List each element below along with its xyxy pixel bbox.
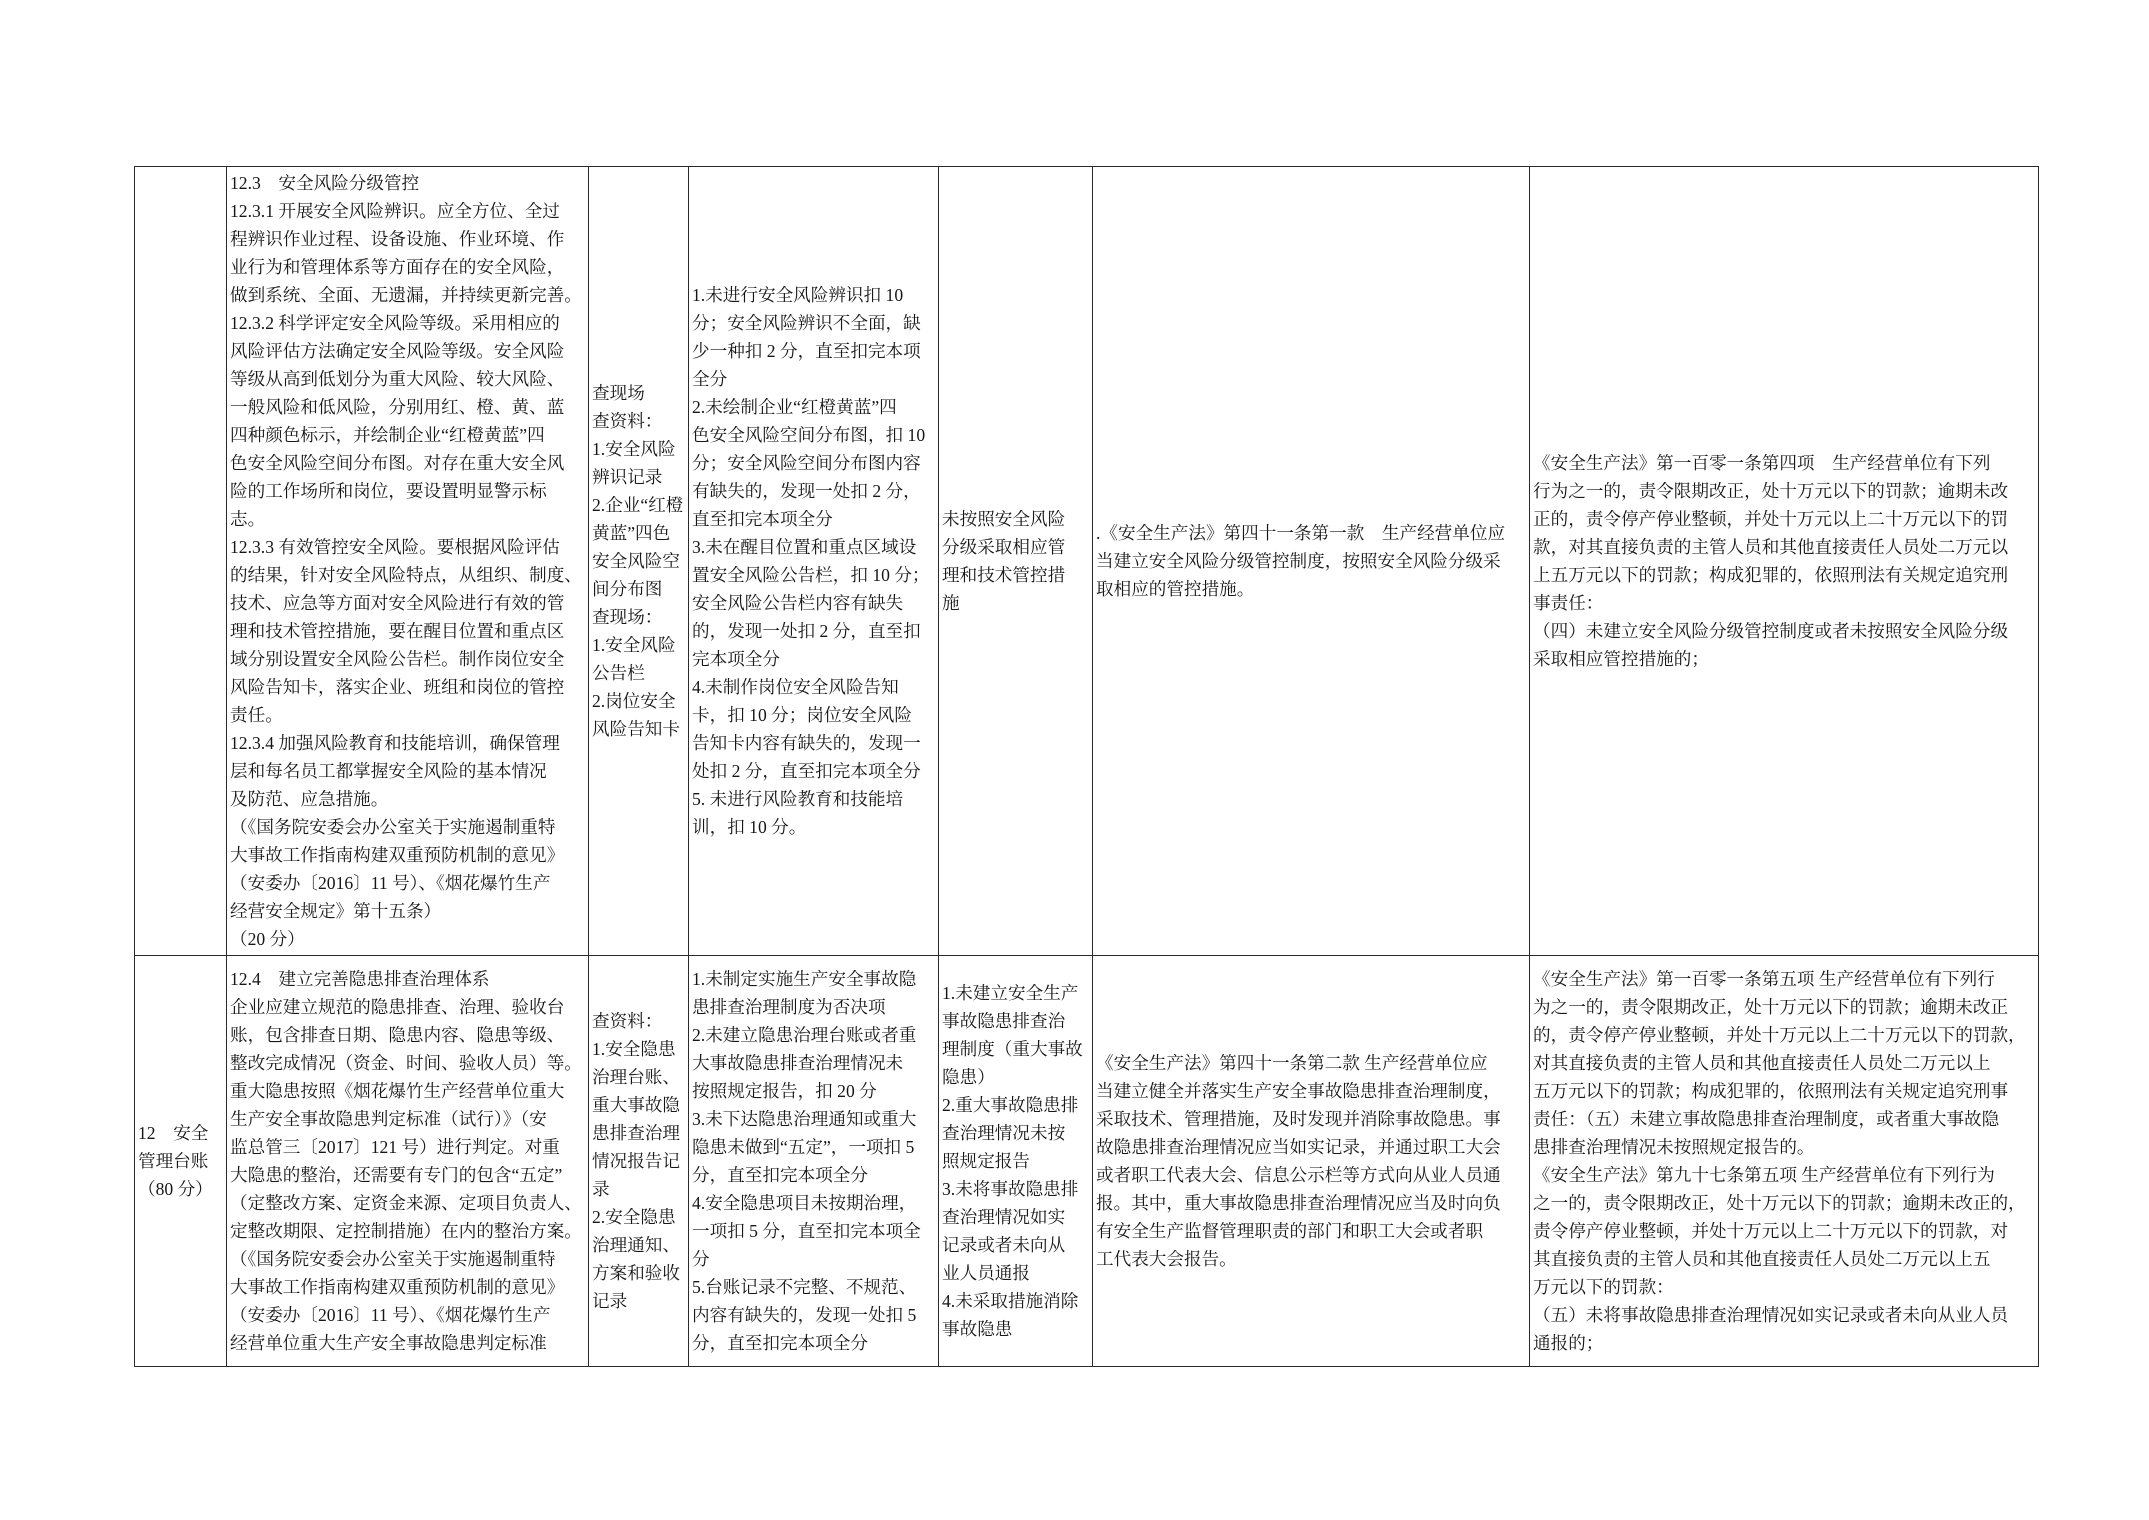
check-method-cell: 查现场 查资料： 1.安全风险 辨识记录 2.企业“红橙 黄蓝”四色 安全风险空 间分布图 查现场： 1.安全风险 公告栏 2.岗位安全 风险告知卡 (589, 167, 689, 956)
table-row-12-4 (135, 956, 2039, 1367)
check-method-cell: 查资料： 1.安全隐患 治理台账、 重大事故隐 患排查治理 情况报告记 录 2.安全隐患 治理通知、 方案和验收 记录 (589, 956, 689, 1367)
penalty-cell: 《安全生产法》第一百零一条第四项 生产经营单位有下列 行为之一的，责令限期改正，处十万元以下的罚款；逾期未改 正的，责令停产停业整顿，并处十万元以上二十万元以下的罚 款，对其直接负责的主管人员和其他直接责任人员处二万元以 上五万元以下的罚款；构成犯罪的，依照刑法有关规定追究刑 事责任： （四）未建立安全风险分级管控制度或者未按照安全风险分级 采取相应管控措施的； (1530, 167, 2039, 956)
violation-cell: 1.未建立安全生产 事故隐患排查治 理制度（重大事故 隐患） 2.重大事故隐患排 查治理情况未按 照规定报告 3.未将事故隐患排 查治理情况如实 记录或者未向从 业人员通报 4.未采取措施消除 事故隐患 (939, 956, 1093, 1367)
legal-basis-cell: .《安全生产法》第四十一条第一款 生产经营单位应 当建立安全风险分级管控制度，按照安全风险分级采 取相应的管控措施。 (1093, 167, 1530, 956)
violation-cell: 未按照安全风险 分级采取相应管 理和技术管控措 施 (939, 167, 1093, 956)
requirement-cell: 12.3 安全风险分级管控 12.3.1 开展安全风险辨识。应全方位、全过 程辨识作业过程、设备设施、作业环境、作 业行为和管理体系等方面存在的安全风险， 做到系统、全面、无遗漏，并持续更新完善。 12.3.2 科学评定安全风险等级。采用相应的 风险评估方法确定安全风险等级。安全风险 等级从高到低划分为重大风险、较大风险、 一般风险和低风险，分别用红、橙、黄、蓝 四种颜色标示，并绘制企业“红橙黄蓝”四 色安全风险空间分布图。对存在重大安全风 险的工作场所和岗位，要设置明显警示标 志。 12.3.3 有效管控安全风险。要根据风险评估 的结果，针对安全风险特点，从组织、制度、 技术、应急等方面对安全风险进行有效的管 理和技术管控措施，要在醒目位置和重点区 域分别设置安全风险公告栏。制作岗位安全 风险告知卡，落实企业、班组和岗位的管控 责任。 12.3.4 加强风险教育和技能培训，确保管理 层和每名员工都掌握安全风险的基本情况 及防范、应急措施。 （《国务院安委会办公室关于实施遏制重特 大事故工作指南构建双重预防机制的意见》 （安委办〔2016〕11 号）、《烟花爆竹生产 经营安全规定》第十五条） （20 分） (227, 167, 589, 956)
scoring-cell: 1.未制定实施生产安全事故隐 患排查治理制度为否决项 2.未建立隐患治理台账或者重 大事故隐患排查治理情况未 按照规定报告，扣 20 分 3.未下达隐患治理通知或重大 隐患未做到“五定”，一项扣 5 分，直至扣完本项全分 4.安全隐患项目未按期治理， 一项扣 5 分，直至扣完本项全 分 5.台账记录不完整、不规范、 内容有缺失的，发现一处扣 5 分，直至扣完本项全分 (689, 956, 939, 1367)
table-row-12-3 (135, 167, 2039, 956)
category-cell: 12 安全 管理台账 （80 分） (135, 956, 227, 1367)
category-cell (135, 167, 227, 956)
penalty-cell: 《安全生产法》第一百零一条第五项 生产经营单位有下列行 为之一的，责令限期改正，处十万元以下的罚款；逾期未改正 的，责令停产停业整顿，并处十万元以上二十万元以下的罚款， 对其直接负责的主管人员和其他直接责任人员处二万元以上 五万元以下的罚款；构成犯罪的，依照刑法有关规定追究刑事 责任：（五）未建立事故隐患排查治理制度，或者重大事故隐 患排查治理情况未按照规定报告的。 《安全生产法》第九十七条第五项 生产经营单位有下列行为 之一的，责令限期改正，处十万元以下的罚款；逾期未改正的， 责令停产停业整顿，并处十万元以上二十万元以下的罚款，对 其直接负责的主管人员和其他直接责任人员处二万元以上五 万元以下的罚款： （五）未将事故隐患排查治理情况如实记录或者未向从业人员 通报的； (1530, 956, 2039, 1367)
safety-management-ledger-table (134, 166, 2039, 1367)
legal-basis-cell: 《安全生产法》第四十一条第二款 生产经营单位应 当建立健全并落实生产安全事故隐患排查治理制度， 采取技术、管理措施，及时发现并消除事故隐患。事 故隐患排查治理情况应当如实记录，并通过职工大会 或者职工代表大会、信息公示栏等方式向从业人员通 报。其中，重大事故隐患排查治理情况应当及时向负 有安全生产监督管理职责的部门和职工大会或者职 工代表大会报告。 (1093, 956, 1530, 1367)
requirement-cell: 12.4 建立完善隐患排查治理体系 企业应建立规范的隐患排查、治理、验收台 账，包含排查日期、隐患内容、隐患等级、 整改完成情况（资金、时间、验收人员）等。 重大隐患按照《烟花爆竹生产经营单位重大 生产安全事故隐患判定标准（试行）》（安 监总管三〔2017〕121 号）进行判定。对重 大隐患的整治，还需要有专门的包含“五定” （定整改方案、定资金来源、定项目负责人、 定整改期限、定控制措施）在内的整治方案。 （《国务院安委会办公室关于实施遏制重特 大事故工作指南构建双重预防机制的意见》 （安委办〔2016〕11 号）、《烟花爆竹生产 经营单位重大生产安全事故隐患判定标准 (227, 956, 589, 1367)
scoring-cell: 1.未进行安全风险辨识扣 10 分；安全风险辨识不全面，缺 少一种扣 2 分，直至扣完本项 全分 2.未绘制企业“红橙黄蓝”四 色安全风险空间分布图，扣 10 分；安全风险空间分布图内容 有缺失的，发现一处扣 2 分， 直至扣完本项全分 3.未在醒目位置和重点区域设 置安全风险公告栏，扣 10 分； 安全风险公告栏内容有缺失 的，发现一处扣 2 分，直至扣 完本项全分 4.未制作岗位安全风险告知 卡，扣 10 分；岗位安全风险 告知卡内容有缺失的，发现一 处扣 2 分，直至扣完本项全分 5. 未进行风险教育和技能培 训，扣 10 分。 (689, 167, 939, 956)
